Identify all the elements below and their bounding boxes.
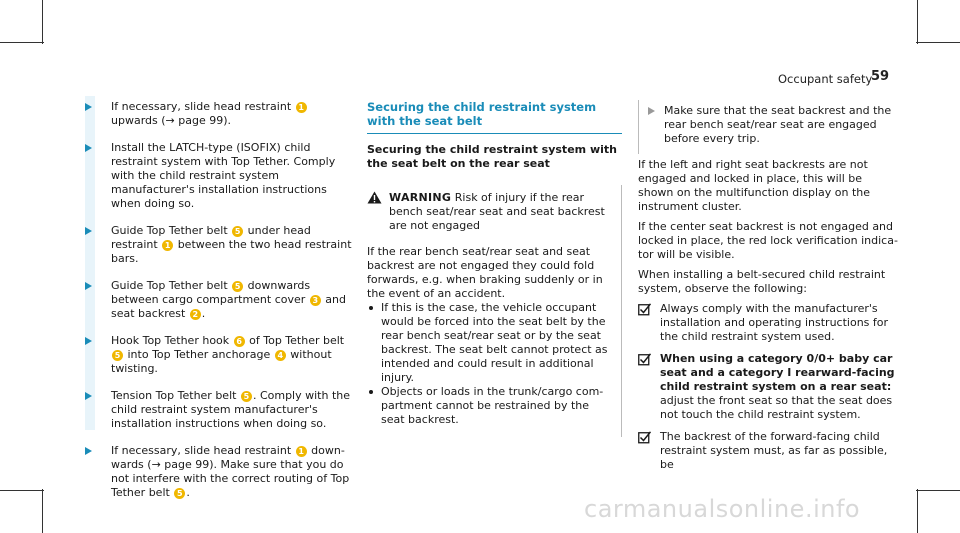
crop-mark bbox=[0, 42, 44, 43]
step-text: between the two head restraint bars. bbox=[111, 238, 352, 265]
crop-mark bbox=[916, 490, 960, 491]
step-text: under head restraint bbox=[111, 224, 311, 251]
warning-body: If the rear bench seat/rear seat and seat backrest are not engaged they could fold forwards, e.g. when braking suddenly or in the event of an accident. bbox=[367, 245, 603, 300]
step-item bbox=[85, 141, 353, 211]
step-arrow-icon bbox=[85, 392, 92, 400]
step-item bbox=[638, 104, 898, 146]
step-arrow-icon bbox=[85, 337, 92, 345]
checklist-text: The backrest of the forward-facing child restraint system must, as far as possible, be bbox=[660, 430, 888, 471]
step-arrow-icon bbox=[85, 282, 92, 290]
step-text: . bbox=[186, 486, 190, 499]
step-text: Guide Top Tether belt bbox=[111, 279, 232, 292]
checklist-bold-text: When using a category 0/0+ baby car seat and a category I rearward-facing child restraint system on a rear seat: bbox=[660, 352, 895, 393]
callout-badge: 5 bbox=[232, 226, 243, 237]
step-text: into Top Tether anchorage bbox=[124, 348, 274, 361]
seat-check-column bbox=[638, 100, 898, 480]
step-text: Make sure that the seat backrest and the rear bench seat/rear seat are engaged before every trip. bbox=[664, 104, 892, 145]
step-text: . bbox=[201, 307, 206, 320]
checklist-text: adjust the front seat so that the seat does not touch the child restraint system. bbox=[660, 394, 893, 421]
crop-mark bbox=[917, 0, 918, 44]
paragraph: If the left and right seat backrests are not engaged and locked in place, this will be shown on the multifunction display on the instrument cluster. bbox=[638, 158, 870, 213]
step-text: and seat backrest bbox=[111, 293, 346, 320]
warning-border bbox=[638, 100, 639, 154]
callout-badge: 5 bbox=[232, 281, 243, 292]
step-arrow-icon bbox=[85, 144, 92, 152]
warning-box bbox=[367, 185, 622, 437]
callout-badge: 3 bbox=[310, 295, 321, 306]
crop-mark bbox=[917, 489, 918, 533]
subsection-title: Securing the child restraint system with the seat belt on the rear seat bbox=[367, 143, 617, 170]
checkbox-icon bbox=[638, 303, 651, 320]
step-text: downwards between cargo compartment cover bbox=[111, 279, 311, 306]
running-head: Occupant safety bbox=[778, 72, 873, 86]
callout-badge: 5 bbox=[174, 488, 185, 499]
crop-mark bbox=[42, 0, 43, 44]
step-text: If necessary, slide head restraint bbox=[111, 444, 295, 457]
warning-bullets bbox=[367, 301, 614, 427]
callout-badge: 1 bbox=[162, 240, 173, 251]
list-item: Objects or loads in the trunk/cargo compartment cannot be restrained by the seat backrest. bbox=[367, 385, 614, 427]
step-item bbox=[85, 224, 353, 266]
warning-heading: Risk of injury if the rear bench seat/rear seat and seat backrest are not engaged bbox=[389, 191, 605, 232]
list-item: If this is the case, the vehicle occupant would be forced into the seat belt by the rear bench seat/rear seat or by the seat backrest. The seat belt cannot protect as intended and could result in additional injury. bbox=[367, 301, 614, 385]
callout-badge: 6 bbox=[234, 336, 245, 347]
checklist-text: Always comply with the manufacturer's installation and operating instructions for the child restraint system used. bbox=[660, 302, 889, 343]
step-text: Tension Top Tether belt bbox=[111, 389, 240, 402]
checkbox-icon bbox=[638, 353, 651, 370]
step-text: . Comply with the child restraint system manufacturer's installation instructions when doing so. bbox=[111, 389, 351, 430]
callout-badge: 1 bbox=[296, 446, 307, 457]
seat-belt-section bbox=[367, 100, 622, 437]
warning-header bbox=[367, 191, 614, 233]
step-item bbox=[85, 389, 353, 431]
warning-triangle-icon bbox=[367, 191, 382, 208]
step-text: without twisting. bbox=[111, 348, 332, 375]
step-text: Hook Top Tether hook bbox=[111, 334, 233, 347]
crop-mark bbox=[42, 489, 43, 533]
warning-border bbox=[621, 185, 622, 437]
paragraph: When installing a belt-secured child restraint system, observe the following: bbox=[638, 268, 886, 295]
step-item bbox=[85, 444, 353, 500]
step-text: of Top Tether belt bbox=[245, 334, 345, 347]
paragraph: If the center seat backrest is not engaged and locked in place, the red lock verification indicator will be visible. bbox=[638, 220, 898, 261]
crop-mark bbox=[916, 42, 960, 43]
step-arrow-icon bbox=[85, 227, 92, 235]
callout-badge: 5 bbox=[112, 350, 123, 361]
callout-badge: 2 bbox=[190, 309, 201, 320]
checkbox-icon bbox=[638, 431, 651, 448]
checklist-item bbox=[638, 352, 898, 422]
step-item bbox=[85, 334, 353, 376]
watermark: carmanualsonline.info bbox=[584, 495, 861, 523]
step-arrow-icon bbox=[85, 103, 92, 111]
step-text: If necessary, slide head restraint bbox=[111, 100, 295, 113]
checklist-item bbox=[638, 430, 898, 472]
step-text: Install the LATCH-type (ISOFIX) child restraint system with Top Tether. Comply with the child restraint system manufacturer's installation instructions when doing so. bbox=[111, 141, 336, 210]
step-item bbox=[85, 100, 353, 128]
step-arrow-icon bbox=[85, 447, 92, 455]
step-arrow-icon bbox=[648, 107, 655, 115]
callout-badge: 5 bbox=[241, 391, 252, 402]
crop-mark bbox=[0, 490, 44, 491]
callout-badge: 4 bbox=[275, 350, 286, 361]
step-text: upwards (→ page 99). bbox=[111, 114, 231, 127]
warning-label: WARNING bbox=[389, 191, 452, 204]
section-divider bbox=[367, 133, 622, 134]
instruction-column bbox=[85, 100, 353, 513]
page-number: 59 bbox=[871, 69, 890, 84]
callout-badge: 1 bbox=[296, 102, 307, 113]
step-text: downwards (→ page 99). Make sure that you do not interfere with the correct routing of Top Tether belt bbox=[111, 444, 350, 499]
step-text: Guide Top Tether belt bbox=[111, 224, 232, 237]
section-title: Securing the child restraint system with the seat belt bbox=[367, 100, 597, 128]
checklist-item bbox=[638, 302, 898, 344]
step-item bbox=[85, 279, 353, 321]
